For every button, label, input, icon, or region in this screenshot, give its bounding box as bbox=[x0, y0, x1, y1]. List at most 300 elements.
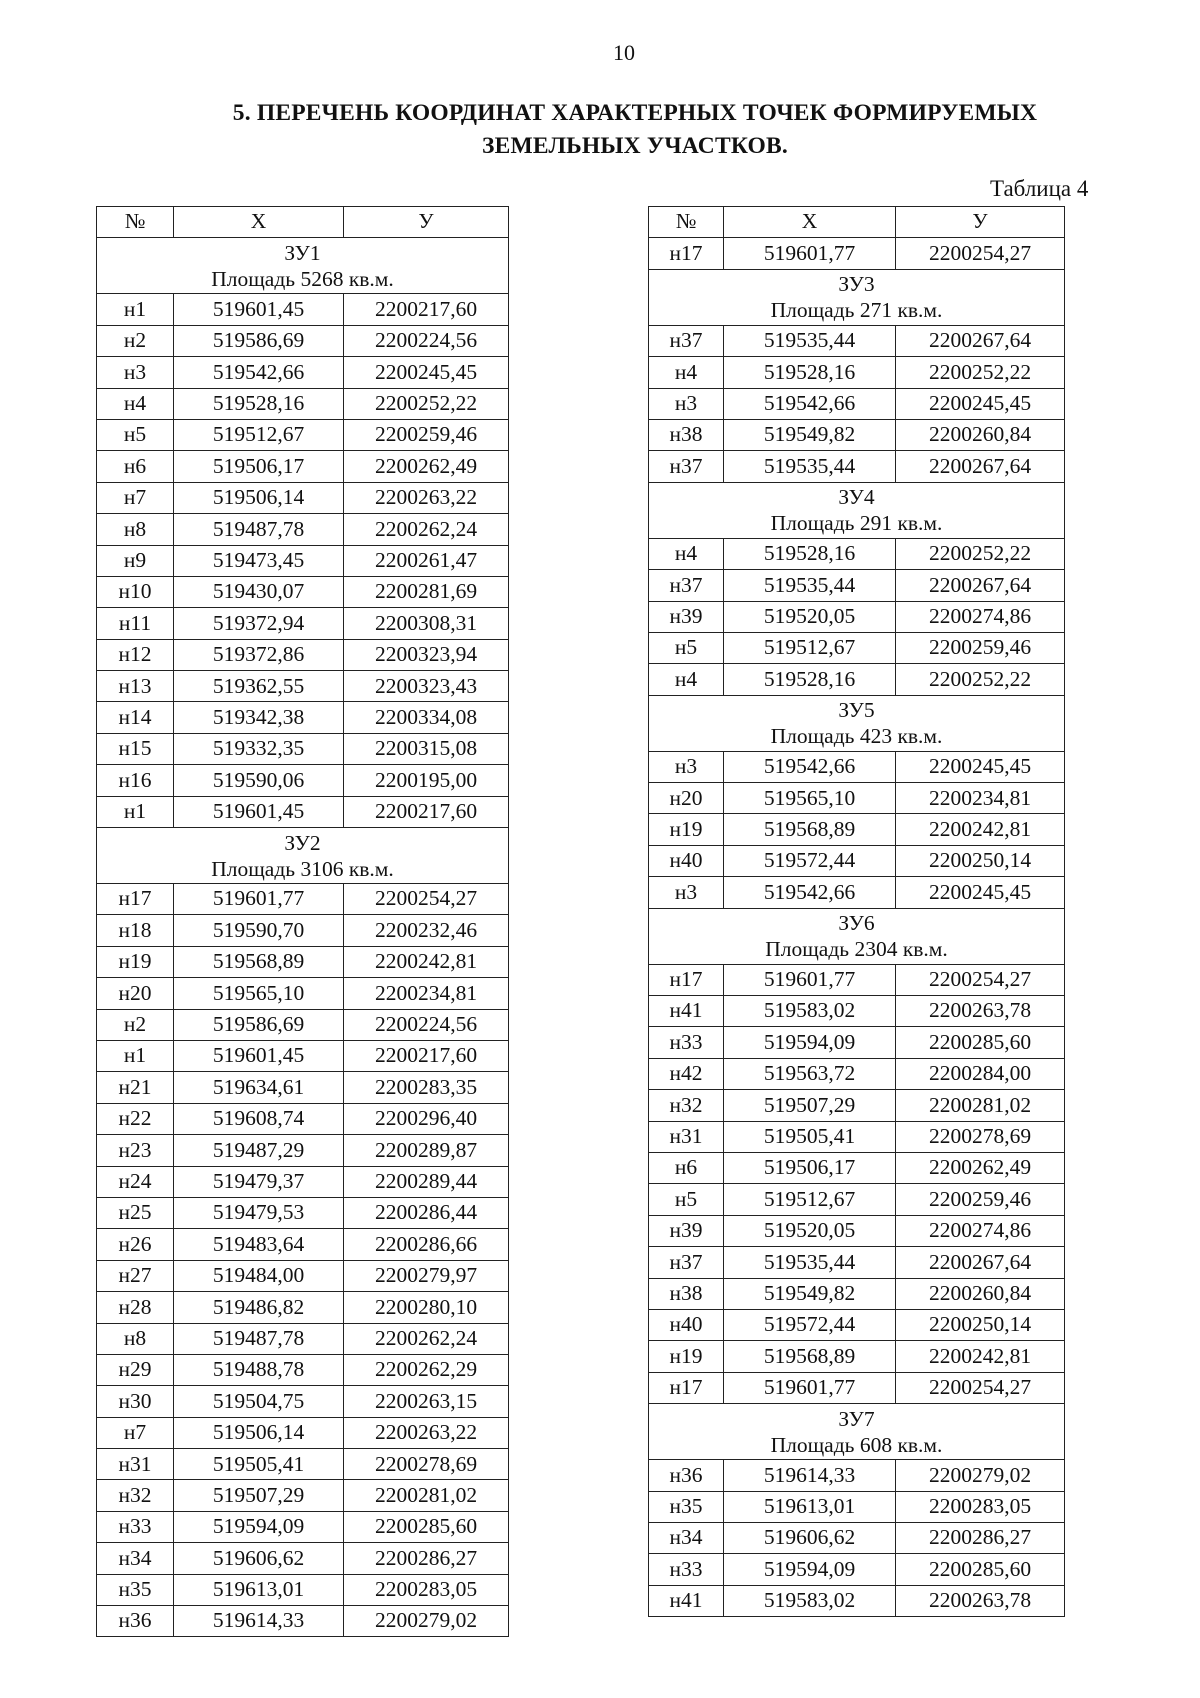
point-number-cell: н1 bbox=[97, 294, 174, 325]
x-coordinate-cell: 519506,14 bbox=[174, 482, 344, 513]
x-coordinate-cell: 519614,33 bbox=[724, 1460, 896, 1491]
table-row bbox=[97, 671, 509, 702]
point-number-cell: н2 bbox=[97, 1009, 174, 1040]
point-number-cell: н42 bbox=[649, 1058, 724, 1089]
column-header-x: X bbox=[174, 207, 344, 238]
x-coordinate-cell: 519594,09 bbox=[724, 1554, 896, 1585]
y-coordinate-cell: 2200267,64 bbox=[896, 325, 1065, 356]
table-row bbox=[97, 1323, 509, 1354]
x-coordinate-cell: 519613,01 bbox=[724, 1491, 896, 1522]
point-number-cell: н4 bbox=[97, 388, 174, 419]
x-coordinate-cell: 519479,53 bbox=[174, 1197, 344, 1228]
y-coordinate-cell: 2200260,84 bbox=[896, 419, 1065, 450]
table-row bbox=[97, 1260, 509, 1291]
coordinates-table-left bbox=[96, 206, 509, 1637]
x-coordinate-cell: 519601,45 bbox=[174, 294, 344, 325]
table-row bbox=[97, 357, 509, 388]
y-coordinate-cell: 2200261,47 bbox=[344, 545, 509, 576]
parcel-area: Площадь 608 кв.м. bbox=[770, 1432, 943, 1457]
y-coordinate-cell: 2200263,22 bbox=[344, 1417, 509, 1448]
y-coordinate-cell: 2200242,81 bbox=[896, 1341, 1065, 1372]
y-coordinate-cell: 2200286,27 bbox=[896, 1522, 1065, 1553]
y-coordinate-cell: 2200289,87 bbox=[344, 1135, 509, 1166]
x-coordinate-cell: 519542,66 bbox=[724, 877, 896, 908]
y-coordinate-cell: 2200285,60 bbox=[896, 1027, 1065, 1058]
point-number-cell: н16 bbox=[97, 765, 174, 796]
point-number-cell: н1 bbox=[97, 1040, 174, 1071]
table-row bbox=[97, 1354, 509, 1385]
table-row bbox=[649, 1121, 1065, 1152]
y-coordinate-cell: 2200254,27 bbox=[896, 238, 1065, 269]
x-coordinate-cell: 519572,44 bbox=[724, 1309, 896, 1340]
point-number-cell: н4 bbox=[649, 357, 724, 388]
y-coordinate-cell: 2200232,46 bbox=[344, 915, 509, 946]
point-number-cell: н5 bbox=[97, 419, 174, 450]
table-row bbox=[649, 1278, 1065, 1309]
y-coordinate-cell: 2200267,64 bbox=[896, 451, 1065, 482]
parcel-section-cell bbox=[649, 269, 1065, 325]
x-coordinate-cell: 519535,44 bbox=[724, 325, 896, 356]
y-coordinate-cell: 2200308,31 bbox=[344, 608, 509, 639]
x-coordinate-cell: 519535,44 bbox=[724, 1247, 896, 1278]
x-coordinate-cell: 519601,45 bbox=[174, 1040, 344, 1071]
y-coordinate-cell: 2200286,44 bbox=[344, 1197, 509, 1228]
x-coordinate-cell: 519586,69 bbox=[174, 325, 344, 356]
table-row bbox=[97, 1197, 509, 1228]
y-coordinate-cell: 2200245,45 bbox=[896, 751, 1065, 782]
y-coordinate-cell: 2200252,22 bbox=[896, 538, 1065, 569]
point-number-cell: н38 bbox=[649, 1278, 724, 1309]
point-number-cell: н36 bbox=[649, 1460, 724, 1491]
y-coordinate-cell: 2200254,27 bbox=[896, 964, 1065, 995]
point-number-cell: н30 bbox=[97, 1386, 174, 1417]
point-number-cell: н3 bbox=[649, 751, 724, 782]
y-coordinate-cell: 2200195,00 bbox=[344, 765, 509, 796]
x-coordinate-cell: 519528,16 bbox=[724, 357, 896, 388]
table-row bbox=[97, 482, 509, 513]
x-coordinate-cell: 519542,66 bbox=[174, 357, 344, 388]
y-coordinate-cell: 2200260,84 bbox=[896, 1278, 1065, 1309]
point-number-cell: н41 bbox=[649, 1585, 724, 1616]
table-row bbox=[97, 608, 509, 639]
table-row bbox=[649, 751, 1065, 782]
x-coordinate-cell: 519484,00 bbox=[174, 1260, 344, 1291]
table-row bbox=[97, 451, 509, 482]
x-coordinate-cell: 519565,10 bbox=[174, 978, 344, 1009]
table-row bbox=[649, 845, 1065, 876]
parcel-section-row bbox=[649, 695, 1065, 751]
x-coordinate-cell: 519601,77 bbox=[724, 1372, 896, 1403]
table-row bbox=[97, 733, 509, 764]
table-row bbox=[97, 388, 509, 419]
x-coordinate-cell: 519332,35 bbox=[174, 733, 344, 764]
point-number-cell: н37 bbox=[649, 451, 724, 482]
x-coordinate-cell: 519487,78 bbox=[174, 514, 344, 545]
table-row bbox=[97, 1103, 509, 1134]
x-coordinate-cell: 519586,69 bbox=[174, 1009, 344, 1040]
parcel-name: ЗУ3 bbox=[838, 272, 875, 297]
x-coordinate-cell: 519372,94 bbox=[174, 608, 344, 639]
point-number-cell: н7 bbox=[97, 1417, 174, 1448]
y-coordinate-cell: 2200250,14 bbox=[896, 1309, 1065, 1340]
point-number-cell: н3 bbox=[649, 877, 724, 908]
parcel-section-row bbox=[97, 238, 509, 294]
y-coordinate-cell: 2200252,22 bbox=[344, 388, 509, 419]
x-coordinate-cell: 519568,89 bbox=[724, 814, 896, 845]
x-coordinate-cell: 519342,38 bbox=[174, 702, 344, 733]
y-coordinate-cell: 2200245,45 bbox=[344, 357, 509, 388]
header-row bbox=[97, 207, 509, 238]
x-coordinate-cell: 519594,09 bbox=[174, 1511, 344, 1542]
heading-line-1: 5. ПЕРЕЧЕНЬ КООРДИНАТ ХАРАКТЕРНЫХ ТОЧЕК ФОРМИРУЕМЫХ bbox=[232, 100, 1038, 126]
table-row bbox=[649, 1341, 1065, 1372]
y-coordinate-cell: 2200315,08 bbox=[344, 733, 509, 764]
y-coordinate-cell: 2200280,10 bbox=[344, 1292, 509, 1323]
table-row bbox=[649, 238, 1065, 269]
table-row bbox=[649, 388, 1065, 419]
parcel-area: Площадь 271 кв.м. bbox=[770, 298, 943, 323]
table-row bbox=[649, 783, 1065, 814]
document-heading bbox=[140, 97, 1130, 163]
column-header-y: У bbox=[896, 207, 1065, 238]
x-coordinate-cell: 519372,86 bbox=[174, 639, 344, 670]
point-number-cell: н17 bbox=[649, 964, 724, 995]
table-row bbox=[97, 639, 509, 670]
parcel-section-cell bbox=[649, 1404, 1065, 1460]
table-row bbox=[649, 325, 1065, 356]
x-coordinate-cell: 519549,82 bbox=[724, 419, 896, 450]
point-number-cell: н1 bbox=[97, 796, 174, 827]
point-number-cell: н32 bbox=[97, 1480, 174, 1511]
y-coordinate-cell: 2200262,24 bbox=[344, 1323, 509, 1354]
parcel-section-row bbox=[649, 482, 1065, 538]
table-row bbox=[649, 419, 1065, 450]
x-coordinate-cell: 519362,55 bbox=[174, 671, 344, 702]
point-number-cell: н29 bbox=[97, 1354, 174, 1385]
table-row bbox=[649, 1491, 1065, 1522]
x-coordinate-cell: 519535,44 bbox=[724, 451, 896, 482]
table-row bbox=[649, 357, 1065, 388]
x-coordinate-cell: 519601,77 bbox=[724, 964, 896, 995]
point-number-cell: н35 bbox=[649, 1491, 724, 1522]
y-coordinate-cell: 2200262,29 bbox=[344, 1354, 509, 1385]
x-coordinate-cell: 519487,78 bbox=[174, 1323, 344, 1354]
table-row bbox=[97, 1449, 509, 1480]
point-number-cell: н4 bbox=[649, 538, 724, 569]
point-number-cell: н15 bbox=[97, 733, 174, 764]
y-coordinate-cell: 2200274,86 bbox=[896, 1215, 1065, 1246]
x-coordinate-cell: 519483,64 bbox=[174, 1229, 344, 1260]
y-coordinate-cell: 2200245,45 bbox=[896, 877, 1065, 908]
y-coordinate-cell: 2200224,56 bbox=[344, 325, 509, 356]
point-number-cell: н21 bbox=[97, 1072, 174, 1103]
point-number-cell: н18 bbox=[97, 915, 174, 946]
point-number-cell: н3 bbox=[649, 388, 724, 419]
table-row bbox=[97, 1040, 509, 1071]
table-row bbox=[649, 570, 1065, 601]
table-row bbox=[97, 1543, 509, 1574]
point-number-cell: н5 bbox=[649, 632, 724, 663]
point-number-cell: н14 bbox=[97, 702, 174, 733]
y-coordinate-cell: 2200286,27 bbox=[344, 1543, 509, 1574]
table-row bbox=[97, 545, 509, 576]
parcel-area: Площадь 291 кв.м. bbox=[770, 511, 943, 536]
x-coordinate-cell: 519507,29 bbox=[174, 1480, 344, 1511]
table-caption: Таблица 4 bbox=[990, 176, 1089, 201]
column-header-number: № bbox=[649, 207, 724, 238]
y-coordinate-cell: 2200234,81 bbox=[896, 783, 1065, 814]
point-number-cell: н10 bbox=[97, 576, 174, 607]
table-row bbox=[97, 1009, 509, 1040]
y-coordinate-cell: 2200263,78 bbox=[896, 1585, 1065, 1616]
header-row bbox=[649, 207, 1065, 238]
coordinates-table-right bbox=[648, 206, 1065, 1617]
table-row bbox=[97, 1292, 509, 1323]
parcel-section-cell bbox=[97, 238, 509, 294]
x-coordinate-cell: 519613,01 bbox=[174, 1574, 344, 1605]
y-coordinate-cell: 2200285,60 bbox=[344, 1511, 509, 1542]
table-row bbox=[97, 946, 509, 977]
y-coordinate-cell: 2200262,49 bbox=[896, 1152, 1065, 1183]
y-coordinate-cell: 2200245,45 bbox=[896, 388, 1065, 419]
point-number-cell: н28 bbox=[97, 1292, 174, 1323]
y-coordinate-cell: 2200323,94 bbox=[344, 639, 509, 670]
y-coordinate-cell: 2200252,22 bbox=[896, 357, 1065, 388]
x-coordinate-cell: 519512,67 bbox=[724, 1184, 896, 1215]
table-row bbox=[649, 1309, 1065, 1340]
y-coordinate-cell: 2200283,05 bbox=[896, 1491, 1065, 1522]
point-number-cell: н17 bbox=[649, 1372, 724, 1403]
y-coordinate-cell: 2200286,66 bbox=[344, 1229, 509, 1260]
table-row bbox=[649, 1152, 1065, 1183]
parcel-section-cell bbox=[649, 695, 1065, 751]
y-coordinate-cell: 2200217,60 bbox=[344, 796, 509, 827]
x-coordinate-cell: 519505,41 bbox=[174, 1449, 344, 1480]
x-coordinate-cell: 519486,82 bbox=[174, 1292, 344, 1323]
y-coordinate-cell: 2200263,15 bbox=[344, 1386, 509, 1417]
y-coordinate-cell: 2200279,02 bbox=[344, 1606, 509, 1637]
point-number-cell: н23 bbox=[97, 1135, 174, 1166]
table-row bbox=[649, 1247, 1065, 1278]
parcel-name: ЗУ1 bbox=[284, 240, 321, 265]
table-row bbox=[649, 1554, 1065, 1585]
y-coordinate-cell: 2200263,22 bbox=[344, 482, 509, 513]
x-coordinate-cell: 519488,78 bbox=[174, 1354, 344, 1385]
x-coordinate-cell: 519528,16 bbox=[174, 388, 344, 419]
table-row bbox=[97, 1072, 509, 1103]
point-number-cell: н7 bbox=[97, 482, 174, 513]
y-coordinate-cell: 2200259,46 bbox=[344, 419, 509, 450]
parcel-section-row bbox=[649, 1404, 1065, 1460]
table-row bbox=[649, 877, 1065, 908]
point-number-cell: н19 bbox=[649, 814, 724, 845]
table-row bbox=[649, 1372, 1065, 1403]
y-coordinate-cell: 2200278,69 bbox=[344, 1449, 509, 1480]
table-row bbox=[97, 1229, 509, 1260]
x-coordinate-cell: 519505,41 bbox=[724, 1121, 896, 1152]
table-row bbox=[649, 1027, 1065, 1058]
point-number-cell: н4 bbox=[649, 664, 724, 695]
y-coordinate-cell: 2200279,97 bbox=[344, 1260, 509, 1291]
table-row bbox=[97, 796, 509, 827]
point-number-cell: н17 bbox=[97, 884, 174, 915]
column-header-x: X bbox=[724, 207, 896, 238]
y-coordinate-cell: 2200283,35 bbox=[344, 1072, 509, 1103]
parcel-name: ЗУ4 bbox=[838, 485, 875, 510]
point-number-cell: н9 bbox=[97, 545, 174, 576]
x-coordinate-cell: 519487,29 bbox=[174, 1135, 344, 1166]
x-coordinate-cell: 519634,61 bbox=[174, 1072, 344, 1103]
table-row bbox=[649, 1215, 1065, 1246]
x-coordinate-cell: 519568,89 bbox=[724, 1341, 896, 1372]
point-number-cell: н31 bbox=[649, 1121, 724, 1152]
point-number-cell: н36 bbox=[97, 1606, 174, 1637]
y-coordinate-cell: 2200259,46 bbox=[896, 632, 1065, 663]
y-coordinate-cell: 2200224,56 bbox=[344, 1009, 509, 1040]
point-number-cell: н8 bbox=[97, 1323, 174, 1354]
table-row bbox=[97, 514, 509, 545]
x-coordinate-cell: 519512,67 bbox=[724, 632, 896, 663]
x-coordinate-cell: 519520,05 bbox=[724, 1215, 896, 1246]
table-row bbox=[97, 1417, 509, 1448]
y-coordinate-cell: 2200283,05 bbox=[344, 1574, 509, 1605]
y-coordinate-cell: 2200259,46 bbox=[896, 1184, 1065, 1215]
point-number-cell: н39 bbox=[649, 1215, 724, 1246]
x-coordinate-cell: 519590,70 bbox=[174, 915, 344, 946]
x-coordinate-cell: 519601,77 bbox=[174, 884, 344, 915]
point-number-cell: н32 bbox=[649, 1090, 724, 1121]
x-coordinate-cell: 519542,66 bbox=[724, 751, 896, 782]
point-number-cell: н8 bbox=[97, 514, 174, 545]
y-coordinate-cell: 2200254,27 bbox=[344, 884, 509, 915]
parcel-section-row bbox=[97, 828, 509, 884]
table-row bbox=[649, 1058, 1065, 1089]
parcel-name: ЗУ2 bbox=[284, 830, 321, 855]
parcel-section-cell bbox=[649, 908, 1065, 964]
parcel-name: ЗУ7 bbox=[838, 1406, 875, 1431]
point-number-cell: н19 bbox=[97, 946, 174, 977]
point-number-cell: н27 bbox=[97, 1260, 174, 1291]
parcel-area: Площадь 423 кв.м. bbox=[770, 724, 943, 749]
point-number-cell: н5 bbox=[649, 1184, 724, 1215]
table-row bbox=[97, 419, 509, 450]
y-coordinate-cell: 2200284,00 bbox=[896, 1058, 1065, 1089]
table-row bbox=[649, 996, 1065, 1027]
point-number-cell: н33 bbox=[649, 1027, 724, 1058]
point-number-cell: н25 bbox=[97, 1197, 174, 1228]
table-row bbox=[97, 702, 509, 733]
point-number-cell: н13 bbox=[97, 671, 174, 702]
table-row bbox=[97, 1166, 509, 1197]
x-coordinate-cell: 519563,72 bbox=[724, 1058, 896, 1089]
x-coordinate-cell: 519520,05 bbox=[724, 601, 896, 632]
y-coordinate-cell: 2200274,86 bbox=[896, 601, 1065, 632]
table-row bbox=[649, 964, 1065, 995]
x-coordinate-cell: 519583,02 bbox=[724, 1585, 896, 1616]
point-number-cell: н33 bbox=[97, 1511, 174, 1542]
table-row bbox=[97, 765, 509, 796]
table-row bbox=[649, 601, 1065, 632]
x-coordinate-cell: 519590,06 bbox=[174, 765, 344, 796]
y-coordinate-cell: 2200279,02 bbox=[896, 1460, 1065, 1491]
table-row bbox=[97, 978, 509, 1009]
point-number-cell: н34 bbox=[649, 1522, 724, 1553]
parcel-area: Площадь 2304 кв.м. bbox=[765, 937, 948, 962]
y-coordinate-cell: 2200334,08 bbox=[344, 702, 509, 733]
y-coordinate-cell: 2200281,69 bbox=[344, 576, 509, 607]
table-row bbox=[97, 294, 509, 325]
parcel-area: Площадь 3106 кв.м. bbox=[211, 856, 394, 881]
point-number-cell: н41 bbox=[649, 996, 724, 1027]
table-row bbox=[649, 1585, 1065, 1616]
point-number-cell: н26 bbox=[97, 1229, 174, 1260]
y-coordinate-cell: 2200262,49 bbox=[344, 451, 509, 482]
point-number-cell: н17 bbox=[649, 238, 724, 269]
point-number-cell: н37 bbox=[649, 325, 724, 356]
x-coordinate-cell: 519608,74 bbox=[174, 1103, 344, 1134]
x-coordinate-cell: 519506,14 bbox=[174, 1417, 344, 1448]
x-coordinate-cell: 519601,45 bbox=[174, 796, 344, 827]
x-coordinate-cell: 519606,62 bbox=[724, 1522, 896, 1553]
x-coordinate-cell: 519528,16 bbox=[724, 664, 896, 695]
y-coordinate-cell: 2200296,40 bbox=[344, 1103, 509, 1134]
point-number-cell: н34 bbox=[97, 1543, 174, 1574]
point-number-cell: н22 bbox=[97, 1103, 174, 1134]
x-coordinate-cell: 519614,33 bbox=[174, 1606, 344, 1637]
point-number-cell: н31 bbox=[97, 1449, 174, 1480]
x-coordinate-cell: 519506,17 bbox=[174, 451, 344, 482]
point-number-cell: н33 bbox=[649, 1554, 724, 1585]
parcel-name: ЗУ5 bbox=[838, 698, 875, 723]
x-coordinate-cell: 519594,09 bbox=[724, 1027, 896, 1058]
x-coordinate-cell: 519601,77 bbox=[724, 238, 896, 269]
table-row bbox=[649, 664, 1065, 695]
y-coordinate-cell: 2200242,81 bbox=[896, 814, 1065, 845]
parcel-name: ЗУ6 bbox=[838, 911, 875, 936]
point-number-cell: н11 bbox=[97, 608, 174, 639]
y-coordinate-cell: 2200263,78 bbox=[896, 996, 1065, 1027]
point-number-cell: н20 bbox=[97, 978, 174, 1009]
parcel-section-row bbox=[649, 269, 1065, 325]
y-coordinate-cell: 2200267,64 bbox=[896, 570, 1065, 601]
point-number-cell: н24 bbox=[97, 1166, 174, 1197]
x-coordinate-cell: 519507,29 bbox=[724, 1090, 896, 1121]
x-coordinate-cell: 519512,67 bbox=[174, 419, 344, 450]
table-row bbox=[649, 632, 1065, 663]
table-row bbox=[97, 1135, 509, 1166]
x-coordinate-cell: 519606,62 bbox=[174, 1543, 344, 1574]
y-coordinate-cell: 2200281,02 bbox=[896, 1090, 1065, 1121]
table-row bbox=[649, 1522, 1065, 1553]
table-row bbox=[649, 451, 1065, 482]
x-coordinate-cell: 519583,02 bbox=[724, 996, 896, 1027]
y-coordinate-cell: 2200250,14 bbox=[896, 845, 1065, 876]
x-coordinate-cell: 519528,16 bbox=[724, 538, 896, 569]
parcel-section-cell bbox=[97, 828, 509, 884]
column-header-y: У bbox=[344, 207, 509, 238]
heading-line-2: ЗЕМЕЛЬНЫХ УЧАСТКОВ. bbox=[482, 133, 788, 159]
table-row bbox=[649, 538, 1065, 569]
point-number-cell: н39 bbox=[649, 601, 724, 632]
y-coordinate-cell: 2200242,81 bbox=[344, 946, 509, 977]
x-coordinate-cell: 519565,10 bbox=[724, 783, 896, 814]
parcel-section-cell bbox=[649, 482, 1065, 538]
x-coordinate-cell: 519506,17 bbox=[724, 1152, 896, 1183]
table-row bbox=[97, 915, 509, 946]
y-coordinate-cell: 2200278,69 bbox=[896, 1121, 1065, 1152]
x-coordinate-cell: 519568,89 bbox=[174, 946, 344, 977]
table-row bbox=[97, 1606, 509, 1637]
